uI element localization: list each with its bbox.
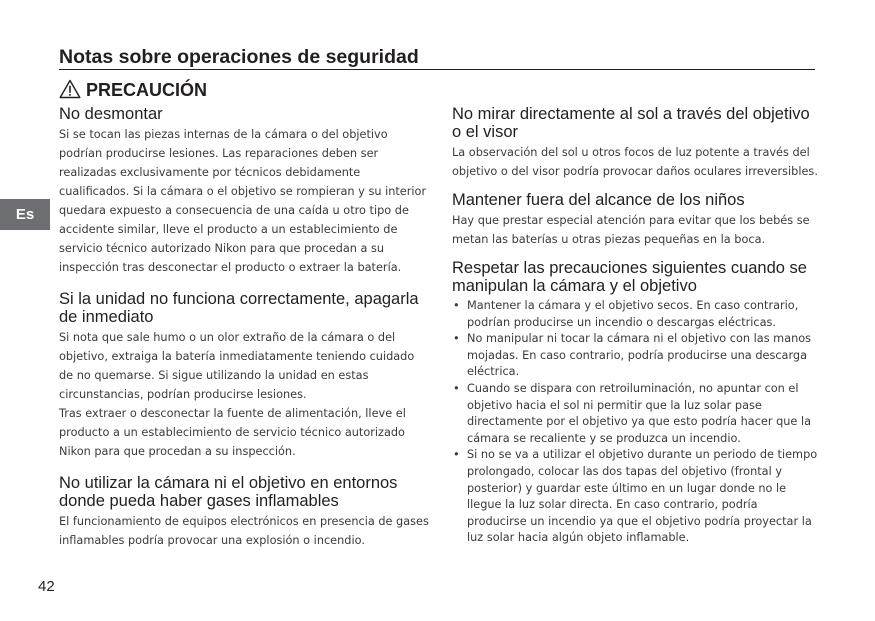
section-body-2: Tras extraer o desconectar la fuente de alimentación, lleve el producto a un establecimiento de servicio técnico autorizado Nikon para que procedan a su inspección. [59,407,406,458]
page-number: 42 [38,578,55,595]
precautions-list [452,298,818,547]
section-heading: No utilizar la cámara ni el objetivo en entornos donde pueda haber gases inflamables [59,474,398,510]
list-item: • Cuando se dispara con retroiluminación, no apuntar con el objetivo hacia el sol ni permitir que la luz solar pase directamente por el objetivo ya que esto podría hacer que la cámara se recaliente y se produzca un incendio. [452,381,818,447]
caution-heading [59,79,207,101]
section-gases [59,474,429,550]
section-heading: No mirar directamente al sol a través del objetivo o el visor [452,105,810,141]
warning-triangle-icon [59,79,81,99]
caution-label: PRECAUCIÓN [86,80,208,100]
section-body: El funcionamiento de equipos electrónicos en presencia de gases inflamables podría provocar una explosión o incendio. [59,515,429,547]
section-ninos [452,191,818,249]
section-heading: No desmontar [59,105,163,123]
language-tab: Es [0,199,50,230]
section-heading: Si la unidad no funciona correctamente, apagarla de inmediato [59,290,419,326]
section-body: La observación del sol u otros focos de luz potente a través del objetivo o del visor podría provocar daños oculares irreversibles. [452,146,818,178]
section-precauciones [452,259,818,547]
section-apagar [59,290,429,461]
section-body: Si nota que sale humo o un olor extraño de la cámara o del objetivo, extraiga la batería inmediatamente teniendo cuidado de no quemarse. Si sigue utilizando la unidad en estas circunstancias, podrían producirse lesiones. [59,331,415,401]
section-heading: Mantener fuera del alcance de los niños [452,191,745,209]
section-body: Hay que prestar especial atención para evitar que los bebés se metan las baterías u otras piezas pequeñas en la boca. [452,214,810,246]
list-item: • Si no se va a utilizar el objetivo durante un periodo de tiempo prolongado, colocar las dos tapas del objetivo (frontal y posterior) y guardar este último en un lugar donde no le llegue la luz solar directa. En caso contrario, podría producirse un incendio ya que el objetivo podría proyectar la luz solar hacia algún objeto inflamable. [452,447,818,547]
list-item: • No manipular ni tocar la cámara ni el objetivo con las manos mojadas. En caso contrario, podría producirse una descarga eléctrica. [452,331,818,381]
section-no-desmontar [59,105,429,277]
left-column [59,105,429,550]
list-item: • Mantener la cámara y el objetivo secos. En caso contrario, podrían producirse un incendio o descargas eléctricas. [452,298,818,331]
section-sol [452,105,818,181]
section-heading: Respetar las precauciones siguientes cuando se manipulan la cámara y el objetivo [452,259,807,295]
right-column [452,105,818,547]
section-body: Si se tocan las piezas internas de la cámara o del objetivo podrían producirse lesiones. Las reparaciones deben ser realizadas exclusivamente por técnicos debidamente cualificados. Si la cámara o el objetivo se rompieran y su interior quedara expuesto a consecuencia de una caída u otro tipo de accidente similar, lleve el producto a un establecimiento de servicio técnico autorizado Nikon para que procedan a su inspección tras desconectar el producto o extraer la batería. [59,128,427,274]
page-title: Notas sobre operaciones de seguridad [59,44,815,70]
